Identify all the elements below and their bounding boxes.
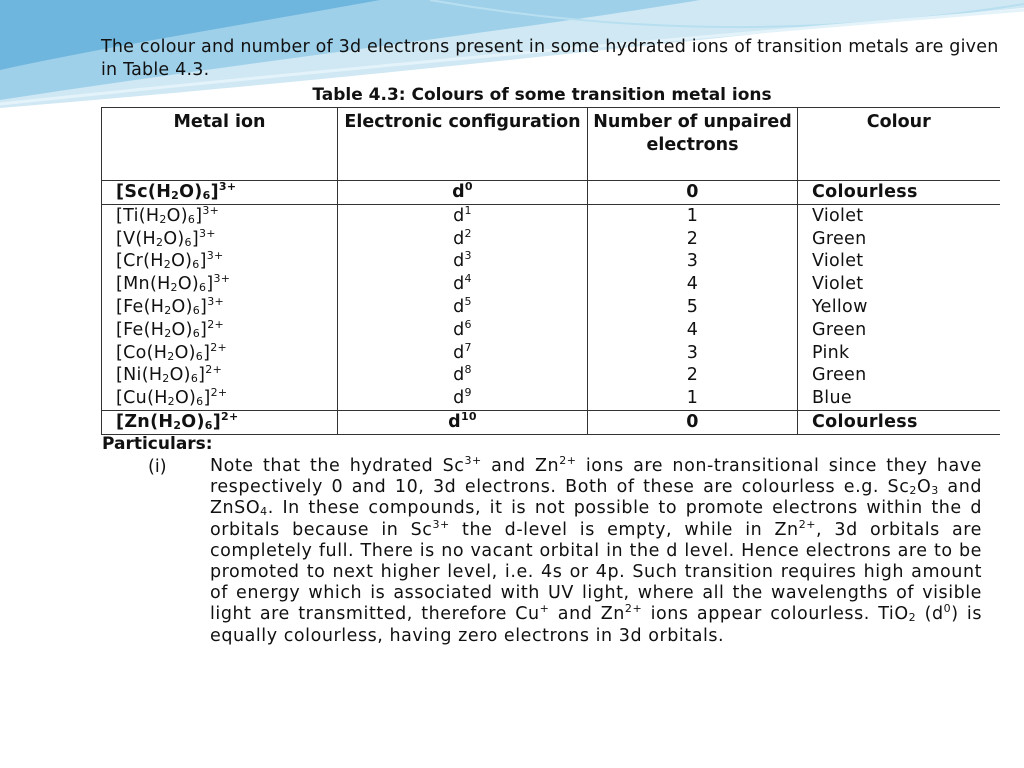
cell-unpaired-electrons: 2: [588, 228, 798, 251]
cell-unpaired-electrons: 1: [588, 204, 798, 227]
table-header-row: [102, 108, 1000, 181]
cell-metal-ion: $[Mn(H_2O)_6]^{3+}$: [102, 273, 338, 296]
cell-electronic-configuration: $d^2$: [338, 228, 588, 251]
table-row: [102, 204, 1000, 227]
cell-electronic-configuration: $d^5$: [338, 296, 588, 319]
cell-colour: Violet: [798, 204, 1000, 227]
cell-electronic-configuration: $d^3$: [338, 250, 588, 273]
header-metal-ion: Metal ion: [102, 108, 338, 181]
cell-colour: Violet: [798, 273, 1000, 296]
cell-metal-ion: $[Cu(H_2O)_6]^{2+}$: [102, 387, 338, 410]
table-row: [102, 319, 1000, 342]
cell-electronic-configuration: $d^1$: [338, 204, 588, 227]
cell-colour: Green: [798, 319, 1000, 342]
cell-electronic-configuration: $d^4$: [338, 273, 588, 296]
cell-colour: Colourless: [798, 181, 1000, 205]
table-row: [102, 364, 1000, 387]
cell-metal-ion: $[Ti(H_2O)_6]^{3+}$: [102, 204, 338, 227]
table-row: [102, 410, 1000, 434]
cell-electronic-configuration: $d^8$: [338, 364, 588, 387]
table-caption: Table 4.3: Colours of some transition metal ions: [312, 85, 772, 105]
cell-metal-ion: $[Fe(H_2O)_6]^{2+}$: [102, 319, 338, 342]
cell-electronic-configuration: $d^{10}$: [338, 410, 588, 434]
cell-metal-ion: $[Ni(H_2O)_6]^{2+}$: [102, 364, 338, 387]
cell-unpaired-electrons: 3: [588, 342, 798, 365]
table-row: [102, 387, 1000, 410]
particulars-item-text: Note that the hydrated $Sc^{3+}$ and $Zn^{2+}$ ions are non-transitional since they have respectively 0 and 10, 3d electrons. Both of these are colourless e.g. $Sc_2O_3$ and ZnSO$_4$. In these compounds, it is not possible to promote electrons within the d orbitals because in $Sc^{3+}$ the d-level is empty, while in $Zn^{2+}$, 3d orbitals are completely full. There is no vacant orbital in the d level. Hence electrons are to be promoted to next higher level, i.e. 4s or 4p. Such transition requires high amount of energy which is associated with UV light, where all the wavelengths of visible light are transmitted, therefore Cu+ and $Zn^{2+}$ ions appear colourless. TiO$_2$ $(d^0)$ is equally colourless, having zero electrons in 3d orbitals.: [210, 454, 983, 646]
header-electronic-configuration: Electronic configuration: [338, 108, 588, 181]
cell-unpaired-electrons: 0: [588, 410, 798, 434]
table-row: [102, 228, 1000, 251]
table-row: [102, 250, 1000, 273]
cell-electronic-configuration: $d^7$: [338, 342, 588, 365]
cell-metal-ion: $[Fe(H_2O)_6]^{3+}$: [102, 296, 338, 319]
cell-colour: Blue: [798, 387, 1000, 410]
cell-unpaired-electrons: 4: [588, 319, 798, 342]
list-item-marker: (i): [148, 457, 167, 477]
cell-unpaired-electrons: 2: [588, 364, 798, 387]
intro-paragraph: The colour and number of 3d electrons present in some hydrated ions of transition metals are given in Table 4.3.: [101, 37, 999, 80]
table-row: [102, 273, 1000, 296]
cell-metal-ion: $[Cr(H_2O)_6]^{3+}$: [102, 250, 338, 273]
cell-colour: Green: [798, 364, 1000, 387]
cell-colour: Pink: [798, 342, 1000, 365]
cell-metal-ion: $[Zn(H_2O)_6]^{2+}$: [102, 410, 338, 434]
transition-metal-ions-table: [101, 107, 1000, 435]
cell-unpaired-electrons: 0: [588, 181, 798, 205]
cell-electronic-configuration: $d^0$: [338, 181, 588, 205]
header-unpaired-electrons: Number of unpaired electrons: [588, 108, 798, 181]
cell-unpaired-electrons: 4: [588, 273, 798, 296]
table-row: [102, 296, 1000, 319]
cell-unpaired-electrons: 5: [588, 296, 798, 319]
particulars-heading: Particulars:: [102, 434, 213, 454]
cell-colour: Violet: [798, 250, 1000, 273]
cell-colour: Green: [798, 228, 1000, 251]
table-row: [102, 181, 1000, 205]
cell-metal-ion: $[Co(H_2O)_6]^{2+}$: [102, 342, 338, 365]
cell-colour: Yellow: [798, 296, 1000, 319]
cell-metal-ion: $[Sc(H_2O)_6]^{3+}$: [102, 181, 338, 205]
cell-unpaired-electrons: 3: [588, 250, 798, 273]
cell-electronic-configuration: $d^9$: [338, 387, 588, 410]
cell-electronic-configuration: $d^6$: [338, 319, 588, 342]
table-row: [102, 342, 1000, 365]
cell-colour: Colourless: [798, 410, 1000, 434]
cell-metal-ion: $[V(H_2O)_6]^{3+}$: [102, 228, 338, 251]
cell-unpaired-electrons: 1: [588, 387, 798, 410]
header-colour: Colour: [798, 108, 1000, 181]
